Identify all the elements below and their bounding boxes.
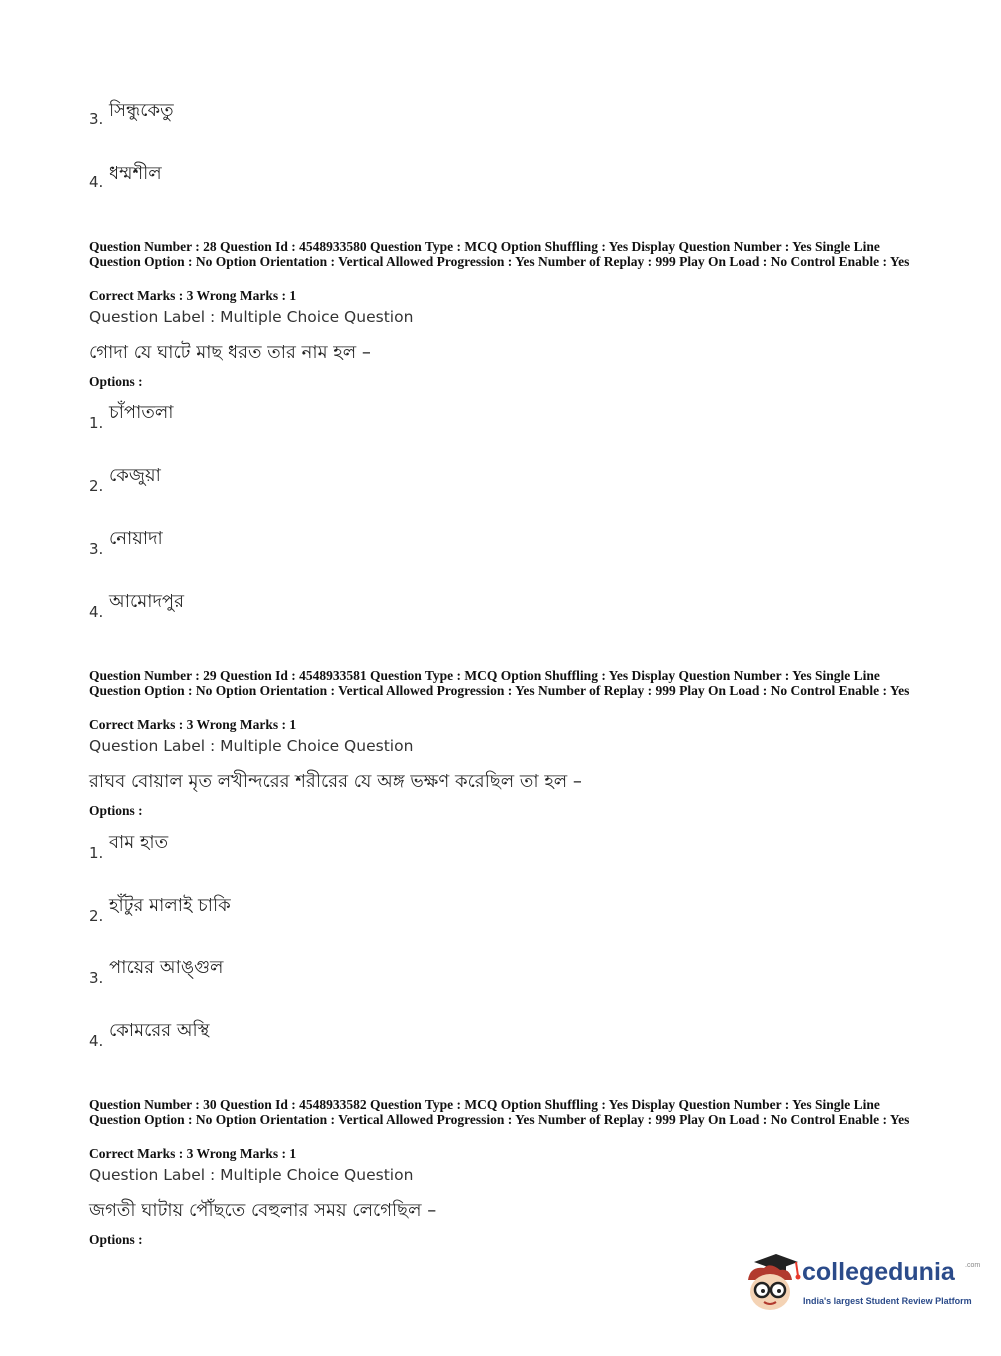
option-number: 1. <box>89 844 104 862</box>
question-text: রাঘব বোয়াল মৃত লখীন্দরের শরীরের যে অঙ্গ ভক্ষণ করেছিল তা হল – <box>89 771 582 792</box>
question-label: Question Label : Multiple Choice Question <box>89 1166 414 1184</box>
question-label: Question Label : Multiple Choice Question <box>89 308 414 326</box>
option-number: 2. <box>89 907 104 925</box>
options-label: Options : <box>89 803 143 818</box>
marks-line: Correct Marks : 3 Wrong Marks : 1 <box>89 717 297 732</box>
option-text: বাম হাত <box>109 832 169 853</box>
option-number: 4. <box>89 173 104 191</box>
marks-line: Correct Marks : 3 Wrong Marks : 1 <box>89 1146 297 1161</box>
options-label: Options : <box>89 374 143 389</box>
option-number: 4. <box>89 603 104 621</box>
option-text: পায়ের আঙ্গুল <box>109 957 224 978</box>
option-text: ধম্মশীল <box>109 163 162 184</box>
option-number: 2. <box>89 477 104 495</box>
question-meta: Question Number : 29 Question Id : 4548933581 Question Type : MCQ Option Shuffling : Yes Display Question Number : Yes Single Line Question Option : No Option Orientation : Vertical Allowed Progression : Yes Number of Replay : 999 Play On Load : No Control Enable : Yes <box>89 668 910 698</box>
question-text: জগতী ঘাটায় পৌঁছতে বেহুলার সময় লেগেছিল – <box>89 1200 437 1221</box>
options-label: Options : <box>89 1232 143 1247</box>
question-meta: Question Number : 28 Question Id : 4548933580 Question Type : MCQ Option Shuffling : Yes Display Question Number : Yes Single Line Question Option : No Option Orientation : Vertical Allowed Progression : Yes Number of Replay : 999 Play On Load : No Control Enable : Yes <box>89 239 910 269</box>
option-text: হাঁটুর মালাই চাকি <box>109 895 231 916</box>
brand-tagline: India's largest Student Review Platform <box>803 1296 972 1306</box>
brand-name: collegedunia <box>802 1258 955 1286</box>
question-text: গোদা যে ঘাটে মাছ ধরত তার নাম হল – <box>89 342 371 363</box>
marks-line: Correct Marks : 3 Wrong Marks : 1 <box>89 288 297 303</box>
collegedunia-logo[interactable] <box>740 1250 981 1320</box>
question-label: Question Label : Multiple Choice Question <box>89 737 414 755</box>
option-number: 4. <box>89 1032 104 1050</box>
option-number: 3. <box>89 110 104 128</box>
mascot-icon <box>740 1250 802 1320</box>
option-number: 3. <box>89 540 104 558</box>
option-text: কেজুয়া <box>109 465 161 486</box>
question-meta: Question Number : 30 Question Id : 4548933582 Question Type : MCQ Option Shuffling : Yes Display Question Number : Yes Single Line Question Option : No Option Orientation : Vertical Allowed Progression : Yes Number of Replay : 999 Play On Load : No Control Enable : Yes <box>89 1097 910 1127</box>
option-text: কোমরের অস্থি <box>109 1020 210 1041</box>
option-number: 3. <box>89 969 104 987</box>
brand-suffix: .com <box>965 1262 981 1269</box>
option-number: 1. <box>89 414 104 432</box>
option-text: নোয়াদা <box>109 528 163 549</box>
option-text: চাঁপাতলা <box>109 402 174 423</box>
option-text: আমোদপুর <box>109 591 185 612</box>
option-text: সিন্ধুকেতু <box>109 100 174 121</box>
